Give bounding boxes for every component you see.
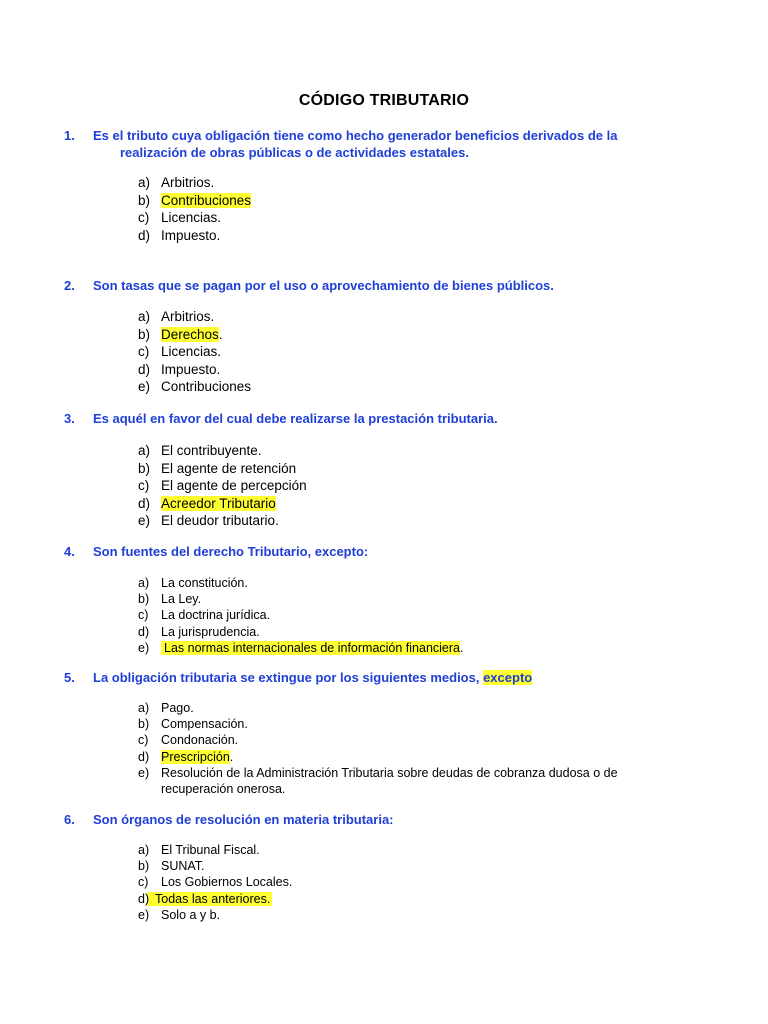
- option-d: d) Prescripción.: [138, 749, 234, 764]
- question-1: [64, 127, 664, 161]
- question-number: 5.: [64, 670, 75, 685]
- option-a: a) La constitución.: [138, 576, 248, 590]
- option-a: a) Arbitrios.: [138, 309, 215, 324]
- options-list-2: [138, 308, 658, 396]
- question-6: [64, 811, 664, 828]
- option-d: d) Impuesto.: [138, 361, 221, 377]
- answer-highlight: Acreedor Tributario: [161, 495, 276, 511]
- option-c: c) Condonación.: [138, 733, 239, 748]
- option-d: d) Acreedor Tributario: [138, 495, 276, 511]
- options-list-3: [138, 442, 658, 530]
- question-number: 1.: [64, 128, 75, 143]
- options-list-1: [138, 174, 658, 244]
- question-5: [64, 669, 664, 686]
- document-title: CÓDIGO TRIBUTARIO: [298, 92, 470, 109]
- option-d: d) La jurisprudencia.: [138, 624, 260, 639]
- option-b: b) Compensación.: [138, 717, 248, 732]
- answer-highlight: Derechos: [161, 326, 219, 342]
- question-text: Son órganos de resolución en materia tributaria:: [93, 812, 394, 827]
- question-2: [64, 277, 664, 294]
- question-number: 3.: [64, 411, 75, 426]
- option-e: e) Contribuciones: [138, 379, 252, 395]
- option-e: e) Solo a y b.: [138, 907, 221, 922]
- answer-highlight: Prescripción: [161, 749, 230, 764]
- question-3: [64, 410, 664, 427]
- options-list-6: [138, 842, 658, 923]
- option-a: a) Arbitrios.: [138, 175, 215, 190]
- question-text: Son tasas que se pagan por el uso o aprovechamiento de bienes públicos.: [93, 278, 554, 293]
- question-text: Es el tributo cuya obligación tiene como hecho generador beneficios derivados de la: [93, 128, 618, 143]
- option-b: b) SUNAT.: [138, 859, 205, 874]
- question-text: Son fuentes del derecho Tributario, excepto:: [93, 544, 369, 559]
- question-4: [64, 543, 664, 560]
- answer-highlight: Las normas internacionales de información financiera: [161, 641, 460, 655]
- option-d: d) Impuesto.: [138, 227, 221, 243]
- option-d: d) Todas las anteriores.: [138, 891, 271, 906]
- options-list-5: [138, 700, 658, 797]
- option-c: c) La doctrina jurídica.: [138, 608, 271, 623]
- option-a: a) El Tribunal Fiscal.: [138, 843, 260, 857]
- option-e: e) Resolución de la Administración Tributaria sobre deudas de cobranza dudosa o de recuperación onerosa.: [138, 765, 618, 796]
- question-number: 2.: [64, 278, 75, 293]
- option-a: a) Pago.: [138, 701, 194, 715]
- question-number: 6.: [64, 812, 75, 827]
- answer-highlight: Todas las anteriores.: [152, 892, 272, 906]
- question-text: La obligación tributaria se extingue por los siguientes medios, excepto: [93, 670, 533, 685]
- keyword-highlight: excepto: [483, 670, 533, 685]
- option-c: c) Licencias.: [138, 344, 222, 360]
- option-e: e) Las normas internacionales de información financiera.: [138, 640, 464, 655]
- option-b: b) El agente de retención: [138, 460, 297, 476]
- option-e: e) El deudor tributario.: [138, 513, 279, 529]
- option-a: a) El contribuyente.: [138, 443, 262, 458]
- option-b: b) Derechos.: [138, 326, 223, 342]
- options-list-4: [138, 575, 658, 656]
- option-b: b) La Ley.: [138, 592, 202, 607]
- option-c: c) Licencias.: [138, 210, 222, 226]
- question-number: 4.: [64, 544, 75, 559]
- question-text-continued: realización de obras públicas o de actividades estatales.: [120, 145, 469, 160]
- option-c: c) Los Gobiernos Locales.: [138, 875, 293, 890]
- question-text: Es aquél en favor del cual debe realizarse la prestación tributaria.: [93, 411, 498, 426]
- option-c: c) El agente de percepción: [138, 478, 307, 494]
- answer-highlight: Contribuciones: [161, 192, 252, 208]
- option-b: b) Contribuciones: [138, 192, 252, 208]
